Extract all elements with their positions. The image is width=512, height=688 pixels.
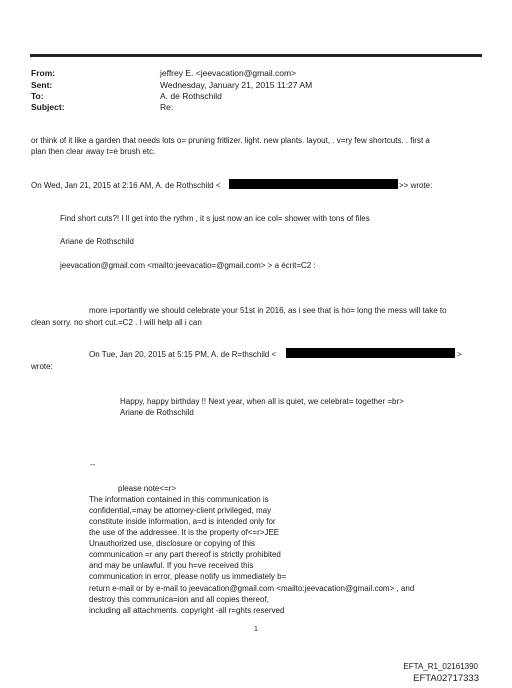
note-line: and may be unlawful. If you h=ve received this (89, 561, 254, 570)
quote2-header: On Tue, Jan 20, 2015 at 5:15 PM, A. de R=thschild < (89, 350, 277, 359)
signature-1: Ariane de Rothschild (60, 237, 134, 246)
para2-line-1: more i=portantly we should celebrate your 51st in 2016, as i see that is ho= long the mess will take to (89, 306, 447, 315)
footer-id-2: EFTA02717333 (413, 673, 479, 684)
note-line: communication in error, please notify us immediately b= (89, 572, 287, 581)
body-line-2: plan then clear away t=e brush etc. (31, 147, 156, 156)
quote1-tail: >> wrote: (399, 181, 433, 190)
from-label: From: (31, 68, 56, 78)
sent-value: Wednesday, January 21, 2015 11:27 AM (160, 80, 313, 90)
note-line: Unauthorized use, disclosure or copying of this (89, 539, 255, 548)
wrote-text: wrote: (31, 362, 53, 371)
note-line: including all attachments. copyright -all r=ghts reserved (89, 606, 285, 615)
quote1-header: On Wed, Jan 21, 2015 at 2:16 AM, A. de Rothschild < (31, 181, 221, 190)
to-label: To: (31, 91, 44, 101)
para2-line-2: clean sorry. no short cut.=C2 . I will help all i can (31, 318, 202, 327)
note-line: confidential,=may be attorney-client privileged, may (89, 506, 272, 515)
note-line: constitute inside information, a=d is intended only for (89, 517, 276, 526)
redaction-bar (229, 179, 398, 189)
header-rule (30, 54, 482, 57)
subject-label: Subject: (31, 102, 65, 112)
note-line: The information contained in this communication is (89, 495, 269, 504)
page-number: 1 (254, 626, 258, 633)
subject-value: Re: (160, 102, 174, 112)
note-line: destroy this communica=ion and all copies thereof, (89, 595, 269, 604)
reply1-text: Find short cuts?! I ll get into the rythm , it s just now an ice col= shower with tons of files (60, 214, 370, 223)
note-line: please note<=r> (118, 484, 177, 493)
sent-label: Sent: (31, 80, 53, 90)
separator-dashes: -- (90, 460, 96, 469)
from-value: jeffrey E. <jeevacation@gmail.com> (160, 68, 297, 78)
note-line: the use of the addressee. It is the property of<=r>JEE (89, 528, 280, 537)
footer-id-1: EFTA_R1_02161390 (403, 662, 478, 671)
birthday-text: Happy, happy birthday !! Next year, when all is quiet, we celebrat= together =br> (120, 397, 404, 406)
quote2-tail: > (457, 350, 462, 359)
mailto-line-1: jeevacation@gmail.com <mailto:jeevacatio=@gmail.com> > a écrit=C2 : (60, 261, 316, 270)
note-line: communication =r any part thereof is strictly prohibited (89, 550, 281, 559)
to-value: A. de Rothschild (160, 91, 222, 101)
redaction-bar-2 (286, 348, 455, 358)
signature-2: Ariane de Rothschild (120, 408, 194, 417)
body-line-1: or think of it like a garden that needs lots o= pruning fritlizer. light. new plants. layout, . v=ry few shortcuts. . first a (31, 136, 430, 145)
note-line: return e-mail or by e-mail to jeevacation@gmail.com <mailto:jeevacation@gmail.com> , and (89, 584, 415, 593)
